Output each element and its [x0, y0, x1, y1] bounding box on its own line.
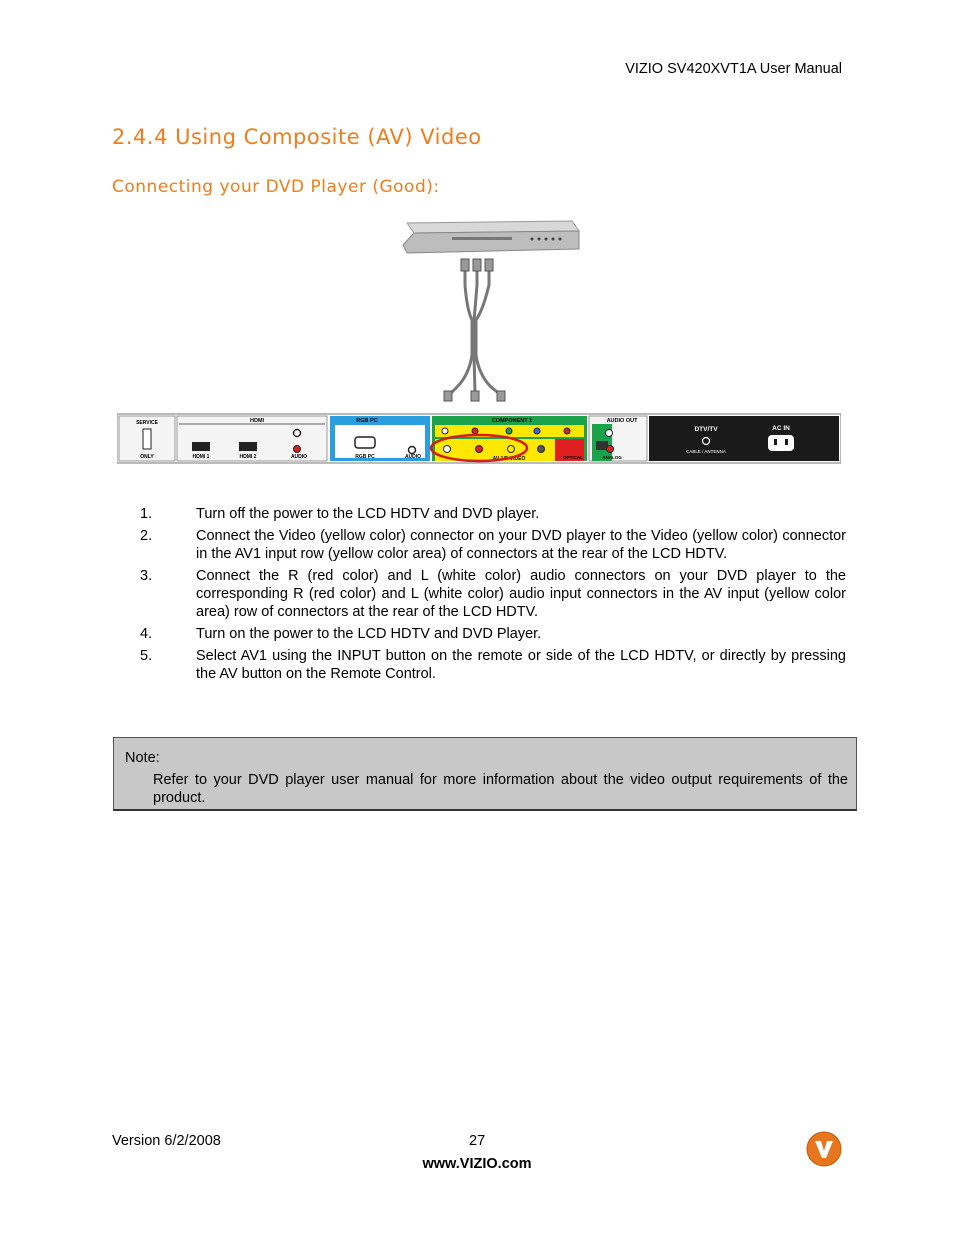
- footer-url: www.VIZIO.com: [422, 1156, 532, 1172]
- rca-cable-icon: [444, 259, 505, 401]
- note-box: [113, 737, 857, 811]
- list-item: 2. Connect the Video (yellow color) connector on your DVD player to the Video (yellow color) connector in the AV1 input row (yellow color area) of connectors at the rear of the LCD HDTV.: [140, 528, 846, 562]
- hdmi2-label: HDMI 2: [239, 454, 257, 460]
- instruction-list: [140, 505, 846, 687]
- note-text: Refer to your DVD player user manual for more information about the video output requirements of the product.: [153, 772, 848, 806]
- list-item: 3. Connect the R (red color) and L (white color) audio connectors on your DVD player to the corresponding R (red color) and L (white color) audio input connectors in the AV input (yellow color area) row of connectors at the rear of the LCD HDTV.: [140, 568, 846, 620]
- optical-label: OPTICAL: [563, 455, 583, 460]
- service-only-label: ONLY: [140, 454, 154, 460]
- running-header: VIZIO SV420XVT1A User Manual: [625, 61, 842, 77]
- cable-label: CABLE / ANTENNA: [686, 449, 726, 454]
- ac-label: AC IN: [772, 425, 790, 432]
- section-subheading: Connecting your DVD Player (Good):: [112, 177, 440, 197]
- rgb-audio-label: AUDIO: [404, 454, 422, 460]
- rgb-port-label: RGB PC: [355, 454, 375, 460]
- tv-rear-panel: [117, 414, 841, 463]
- list-item: 5. Select AV1 using the INPUT button on the remote or side of the LCD HDTV, or directly by pressing the AV button on the Remote Control.: [140, 648, 846, 682]
- vizio-logo-icon: [806, 1131, 842, 1167]
- list-item: 1. Turn off the power to the LCD HDTV and DVD player.: [140, 506, 540, 522]
- section-heading: 2.4.4 Using Composite (AV) Video: [112, 125, 482, 149]
- connection-diagram: [117, 215, 841, 465]
- hdmi-audio-label: AUDIO: [290, 454, 308, 460]
- note-label: Note:: [125, 750, 160, 766]
- component-label: COMPONENT 1: [491, 418, 533, 424]
- page-number: 27: [469, 1133, 486, 1149]
- hdmi-label: HDMI: [249, 418, 265, 424]
- footer-version: Version 6/2/2008: [112, 1133, 221, 1149]
- audio-out-label: AUDIO OUT: [606, 418, 638, 424]
- hdmi1-label: HDMI 1: [192, 454, 210, 460]
- service-label: SERVICE: [136, 420, 158, 426]
- rgb-label: RGB PC: [356, 418, 378, 424]
- av-label: AV 1/S-VIDEO: [492, 456, 526, 462]
- dvd-player-icon: [403, 221, 579, 253]
- list-item: 4. Turn on the power to the LCD HDTV and DVD Player.: [140, 626, 542, 642]
- analog-label: ANALOG: [602, 455, 622, 460]
- dtv-label: DTV/TV: [694, 426, 718, 433]
